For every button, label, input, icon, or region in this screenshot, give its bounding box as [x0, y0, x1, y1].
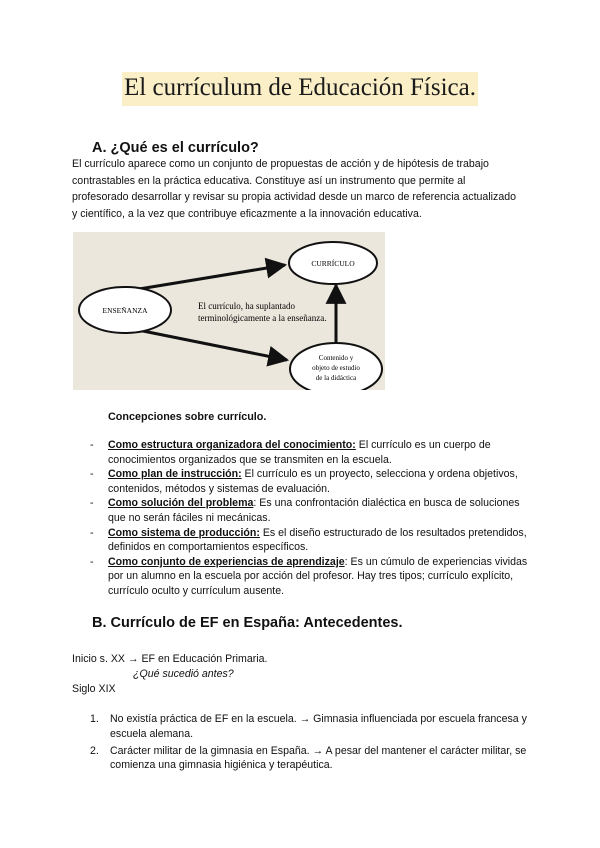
antecedentes-list [88, 712, 528, 775]
document-title: El currículum de Educación Física. [122, 72, 478, 106]
list-item [88, 555, 528, 599]
dash-bullet: - [90, 497, 94, 510]
section-b-line2: Siglo XIX [72, 683, 116, 695]
title-wrapper [0, 72, 600, 106]
list-item-term: Como conjunto de experiencias de aprendizaje [108, 555, 345, 568]
list-item-term: Como plan de instrucción: [108, 468, 242, 481]
section-a-paragraph: El currículo aparece como un conjunto de propuestas de acción y de hipótesis de trabajo contrastables en la práctica educativa. Constituye así un instrumento que permite al profesorado desarrollar y revisar su propia actividad desde un marco de referencia actualizado y científico, a la vez que contribuye eficazmente a la innovación educativa. [72, 158, 517, 220]
arrow-ensenanza-contenido [133, 329, 287, 360]
diagram-svg [73, 232, 385, 390]
list-item-text: : Es un cúmulo de experiencias vividas por un alumno en la escuela por acción del profesor. Hay tres tipos; currículo explícito, currículo oculto y currículum ausente. [108, 555, 528, 597]
section-a-heading: A. ¿Qué es el currículo? [92, 140, 259, 156]
dash-bullet: - [90, 468, 94, 481]
node-contenido-line1: Contenido y [318, 354, 354, 362]
list-item [88, 744, 528, 774]
diagram-caption-line2: terminológicamente a la enseñanza. [198, 313, 327, 323]
list-number: 1. [90, 713, 99, 725]
concepciones-title: Concepciones sobre currículo. [108, 411, 267, 423]
list-item [88, 467, 528, 496]
section-b-question: ¿Qué sucedió antes? [133, 668, 234, 680]
node-contenido-line3: de la didáctica [315, 374, 357, 382]
section-b-line1: Inicio s. XX → EF en Educación Primaria. [72, 653, 268, 665]
list-item-term: Como sistema de producción: [108, 526, 260, 539]
node-contenido-line2: objeto de estudio [312, 364, 360, 372]
node-ensenanza-label: ENSEÑANZA [102, 306, 148, 315]
list-item-text: El currículo es un cuerpo de conocimientos organizados que se transmiten en la escuela. [108, 439, 491, 466]
list-item [88, 496, 528, 525]
list-item [88, 526, 528, 555]
list-item-text: Es el diseño estructurado de los resultados pretendidos, definidos en comportamientos específicos. [108, 526, 527, 554]
list-item-text: No existía práctica de EF en la escuela. → Gimnasia influenciada por escuela francesa y escuela alemana. [110, 713, 527, 740]
arrow-ensenanza-curriculo [133, 265, 285, 290]
list-number: 2. [90, 744, 99, 757]
list-item [88, 712, 528, 742]
dash-bullet: - [90, 439, 94, 451]
list-item-text: Carácter militar de la gimnasia en España. → A pesar del mantener el carácter militar, se comienza una gimnasia higiénica y terapéutica. [110, 744, 527, 772]
diagram-caption-line1: El currículo, ha suplantado [198, 301, 295, 311]
section-b-heading: B. Currículo de EF en España: Antecedentes. [92, 615, 403, 631]
list-item [88, 438, 528, 467]
node-curriculo-label: CURRÍCULO [311, 259, 355, 268]
dash-bullet: - [90, 555, 94, 568]
list-item-term: Como solución del problema [108, 497, 254, 510]
list-item-text: El currículo es un proyecto, selecciona y ordena objetivos, contenidos, métodos y sistemas de evaluación. [108, 468, 518, 495]
concepciones-list [88, 438, 528, 599]
list-item-term: Como estructura organizadora del conocimiento: [108, 439, 356, 451]
list-item-text: : Es una confrontación dialéctica en busca de soluciones que no serán fáciles ni mecánicas. [108, 497, 520, 524]
dash-bullet: - [90, 526, 94, 539]
curriculum-diagram [73, 232, 385, 390]
